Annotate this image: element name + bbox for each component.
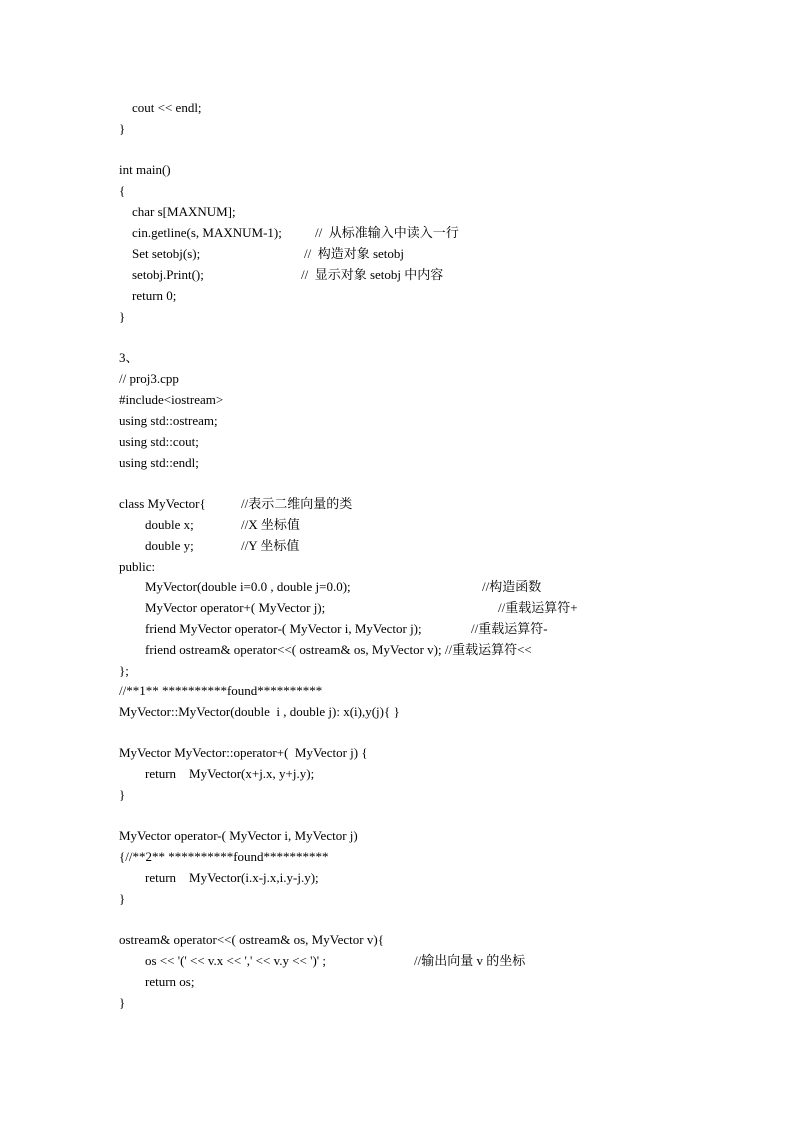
code-comment: // 从标准输入中读入一行 — [315, 225, 459, 240]
code-comment: //Y 坐标值 — [241, 538, 300, 553]
code-comment: //X 坐标值 — [241, 517, 300, 532]
code-comment: //输出向量 v 的坐标 — [414, 953, 526, 968]
code-comment: //表示二维向量的类 — [241, 496, 353, 511]
code-comment: //构造函数 — [482, 579, 542, 594]
code-comment: // 构造对象 setobj — [304, 246, 405, 261]
code-comment: // 显示对象 setobj 中内容 — [301, 267, 444, 282]
code-comment: //重载运算符- — [471, 621, 548, 636]
code-comment: //重载运算符+ — [498, 600, 578, 615]
